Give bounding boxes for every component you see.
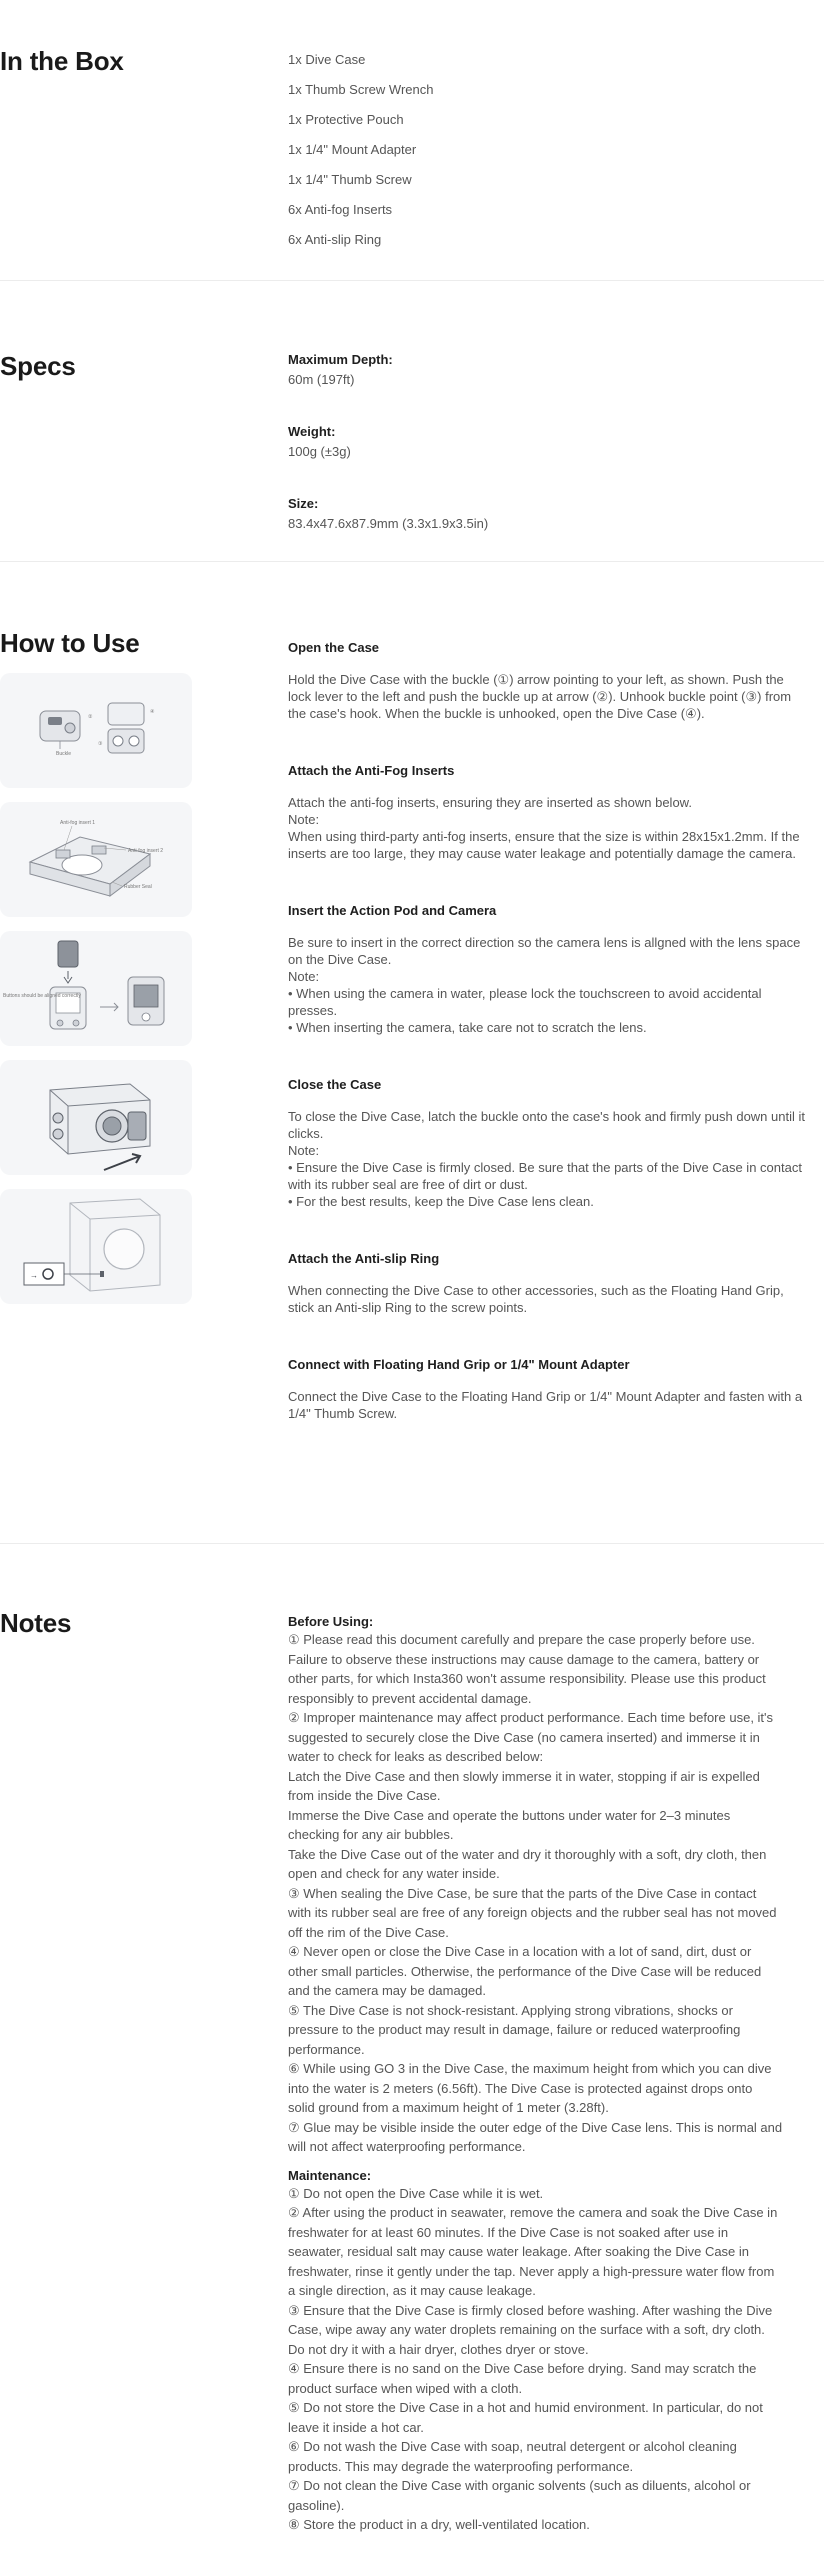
spec-value: 83.4x47.6x87.9mm (3.3x1.9x3.5in) xyxy=(288,516,489,531)
specs-list xyxy=(288,351,824,561)
spec-label: Weight: xyxy=(288,424,336,439)
step-title: Attach the Anti-Fog Inserts xyxy=(288,763,455,778)
spec-label: Maximum Depth: xyxy=(288,352,393,367)
step-title: Attach the Anti-slip Ring xyxy=(288,1251,440,1266)
svg-text:③: ③ xyxy=(98,741,103,747)
step-anti-fog xyxy=(288,762,806,862)
step-body: Be sure to insert in the correct direction so the camera lens is allgned with the lens space on the Dive Case. Note: • When using the camera in water, please lock the touchscreen to avoid accidental presses. • When inserting the camera, take care not to scratch the lens. xyxy=(288,935,801,1035)
box-item: 1x Protective Pouch xyxy=(288,112,404,127)
step-body: To close the Dive Case, latch the buckle onto the case's hook and firmly push down until it clicks. Note: • Ensure the Dive Case is firmly closed. Be sure that the parts of the Dive Case in contact with its rubber seal are free of dirt or dust. • For the best results, keep the Dive Case lens clean. xyxy=(288,1109,805,1209)
how-to-use-steps xyxy=(288,628,824,1543)
step-close-case xyxy=(288,1076,806,1210)
notes-title: Notes xyxy=(0,1608,72,1638)
maintenance-block xyxy=(288,2167,806,2535)
buckle-callout: Buckle xyxy=(56,751,72,757)
step-title: Connect with Floating Hand Grip or 1/4" Mount Adapter xyxy=(288,1357,630,1372)
box-item: 6x Anti-slip Ring xyxy=(288,232,382,247)
before-using-block xyxy=(288,1613,806,2157)
anti-fog-insert-2-callout: Anti-fog insert 2 xyxy=(128,848,164,854)
step-body: When connecting the Dive Case to other accessories, such as the Floating Hand Grip, stick an Anti-slip Ring to the screw points. xyxy=(288,1283,784,1315)
step-title: Insert the Action Pod and Camera xyxy=(288,903,497,918)
open-case-illustration xyxy=(0,673,192,788)
before-using-heading: Before Using: xyxy=(288,1614,374,1629)
step-body: Hold the Dive Case with the buckle (①) arrow pointing to your left, as shown. Push the lock lever to the left and push the buckle up at arrow (②). Unhook buckle point (③) from the case's hook. When the buckle is unhooked, open the Dive Case (④). xyxy=(288,672,792,721)
anti-fog-insert-1-callout: Anti-fog insert 1 xyxy=(60,820,96,826)
maintenance-heading: Maintenance: xyxy=(288,2167,372,2183)
step-title: Open the Case xyxy=(288,640,380,655)
specs-section xyxy=(0,281,824,562)
close-case-illustration xyxy=(0,1060,192,1175)
spec-item xyxy=(288,495,806,533)
in-the-box-title: In the Box xyxy=(0,46,124,76)
step-body: Connect the Dive Case to the Floating Hand Grip or 1/4" Mount Adapter and fasten with a 1/4" Thumb Screw. xyxy=(288,1389,803,1421)
insert-camera-illustration xyxy=(0,931,192,1046)
step-connect-grip xyxy=(288,1356,806,1422)
spec-value: 100g (±3g) xyxy=(288,444,351,459)
box-item: 1x Thumb Screw Wrench xyxy=(288,82,434,97)
in-the-box-section xyxy=(0,0,824,281)
anti-slip-ring-illustration xyxy=(0,1189,192,1304)
step-insert-camera xyxy=(288,902,806,1036)
svg-text:②: ② xyxy=(88,714,93,720)
anti-fog-illustration xyxy=(0,802,192,917)
spec-label: Size: xyxy=(288,496,319,511)
spec-item xyxy=(288,423,806,461)
step-anti-slip-ring xyxy=(288,1250,806,1316)
box-item: 1x Dive Case xyxy=(288,52,366,67)
svg-text:→: → xyxy=(30,1271,38,1280)
before-using-text: ① Please read this document carefully and prepare the case properly before use. Failure to observe these instructions may cause damage to the camera, battery or other parts, for which Insta360 won't assume responsibility. Please use this product responsibly to prevent accidental damage. ② Improper maintenance may affect product performance. Each time before use, it's suggested to securely close the Dive Case (no camera inserted) and immerse it in water to check for leaks as described below: Latch the Dive Case and then slowly immerse it in water, stopping if air is expelled from inside the Dive Case. Immerse the Dive Case and operate the buttons under water for 2–3 minutes checking for any air bubbles. Take the Dive Case out of the water and dry it thoroughly with a soft, dry cloth, then open and check for any water inside. ③ When sealing the Dive Case, be sure that the parts of the Dive Case in contact with its rubber seal are free of any foreign objects and the rubber seal has not moved off the rim of the Dive Case. ④ Never open or close the Dive Case in a location with a lot of sand, dirt, dust or other small particles. Otherwise, the performance of the Dive Case will be reduced and the camera may be damaged. ⑤ The Dive Case is not shock-resistant. Applying strong vibrations, shocks or pressure to the product may result in damage, failure or reduced waterproofing performance. ⑥ While using GO 3 in the Dive Case, the maximum height from which you can dive into the water is 2 meters (6.56ft). The Dive Case is protected against drops onto solid ground from a maximum height of 1 meter (3.28ft). ⑦ Glue may be visible inside the outer edge of the Dive Case lens. This is normal and will not affect waterproofing performance. xyxy=(288,1632,783,2154)
how-to-use-section xyxy=(0,562,824,1544)
step-open-case xyxy=(288,639,806,722)
how-to-use-title: How to Use xyxy=(0,628,140,658)
box-item: 1x 1/4" Thumb Screw xyxy=(288,172,412,187)
alignment-callout: Buttons should be aligned correctly xyxy=(3,993,81,999)
svg-text:④: ④ xyxy=(150,709,155,715)
in-the-box-list xyxy=(288,46,824,280)
box-item: 1x 1/4" Mount Adapter xyxy=(288,142,417,157)
specs-title: Specs xyxy=(0,351,76,381)
box-item: 6x Anti-fog Inserts xyxy=(288,202,393,217)
spec-value: 60m (197ft) xyxy=(288,372,355,387)
step-body: Attach the anti-fog inserts, ensuring they are inserted as shown below. Note: When using third-party anti-fog inserts, ensure that the size is within 28x15x1.2mm. If the inserts are too large, they may cause water leakage and potentially damage the camera. xyxy=(288,795,800,861)
maintenance-text: ① Do not open the Dive Case while it is wet. ② After using the product in seawater, remove the camera and soak the Dive Case in freshwater for at least 60 minutes. If the Dive Case is not soaked after use in seawater, residual salt may cause water leakage. After soaking the Dive Case in freshwater, rinse it gently under the tap. Never apply a high-pressure water flow from a single direction, as it may cause leakage. ③ Ensure that the Dive Case is firmly closed before washing. After washing the Dive Case, wipe away any water droplets remaining on the surface with a soft, dry cloth. Do not dry it with a hair dryer, clothes dryer or stove. ④ Ensure there is no sand on the Dive Case before drying. Sand may scratch the product surface when wiped with a cloth. ⑤ Do not store the Dive Case in a hot and humid environment. In particular, do not leave it inside a hot car. ⑥ Do not wash the Dive Case with soap, neutral detergent or alcohol cleaning products. This may degrade the waterproofing performance. ⑦ Do not clean the Dive Case with organic solvents (such as diluents, alcohol or gasoline). ⑧ Store the product in a dry, well-ventilated location. xyxy=(288,2185,778,2532)
notes-content xyxy=(288,1608,824,2560)
rubber-seal-callout: Rubber Seal xyxy=(124,884,152,890)
notes-section xyxy=(0,1544,824,2560)
spec-item xyxy=(288,351,806,389)
step-title: Close the Case xyxy=(288,1077,382,1092)
